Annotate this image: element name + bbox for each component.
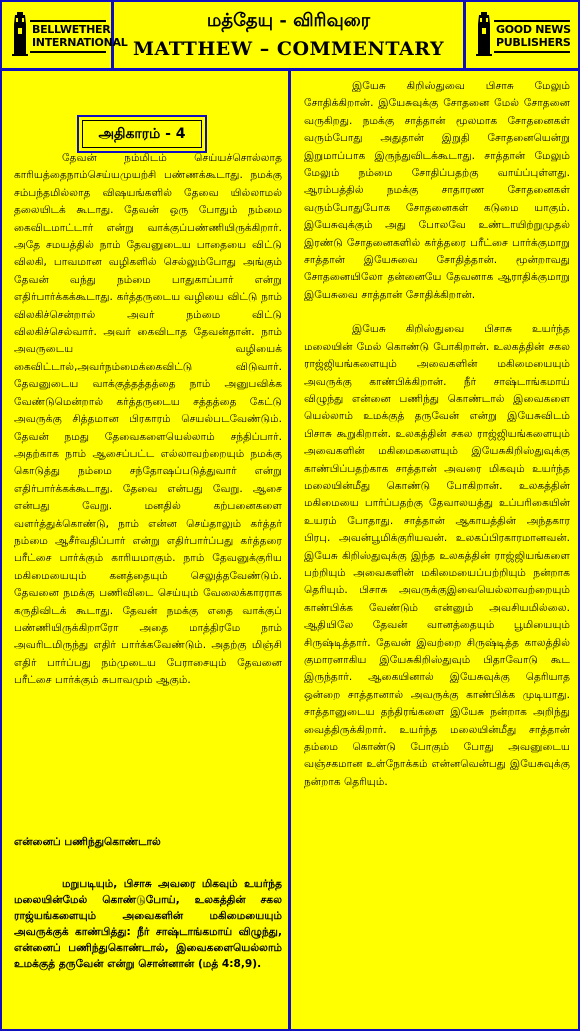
scripture-quote-text: மறுபடியும், பிசாசு அவரை மிகவும் உயர்ந்த மலையின்மேல் கொண்டுபோய், உலகத்தின் சகல ராஜ்யங்களையும் அவைகளின் மகிமையையும் அவருக்குக் காண்பித்து: நீர் சாஷ்டாங்கமாய் விழுந்து, என்னைப் பணிந்துகொண்டால், இவைகளையெல்லாம் உமக்குத் தருவேன் என்று சொன்னான் (மத் 4:8,9).: [14, 878, 282, 970]
header-title-box: [114, 2, 466, 68]
logo-rule: [494, 20, 570, 22]
good-news-logo: [474, 12, 574, 58]
section-subheading: என்னைப் பணிந்துகொண்டால்: [14, 836, 161, 848]
logo-rule: [30, 20, 106, 22]
logo-word-1: BELLWETHER: [32, 23, 111, 36]
tower-icon: [474, 12, 494, 56]
logo-word-1: GOOD NEWS: [496, 23, 571, 36]
right-paragraph-2: இயேசு கிறிஸ்துவை பிசாசு உயர்ந்த மலையின் மேல் கொண்டு போகிறான். உலகத்தின் சகல ராஜ்ஜியங்களையும் அவைகளின் மகிமையையும் அவருக்கு காண்பிக்கிறான். நீர் சாஷ்டாங்கமாய் விழுந்து என்னை பணிந்து கொண்டால் இவைகளை யெல்லாம் உமக்குத் தருவேன் என்று இயேசுவிடம் பிசாசு கூறுகிறான். உலகத்தின் சகல ராஜ்ஜியங்களையும் அவைகளின் மகிமைகளையும் இயேசுகிறிஸ்துவுக்கு காண்பிப்பதற்காக சாத்தான் அவரை மிகவும் உயர்ந்த மலையின்மீது கொண்டு போகிறான். உலகத்தின் மகிமையை பார்ப்பதற்கு தேவாலயத்து உப்பரிகையின் உயரம் போதாது. சாத்தான் ஆகாயத்தின் அந்தகார பிரபு. அவன்பூமிக்குரியவன். உலகப்பிரகாரமானவன். இயேசு கிறிஸ்துவுக்கு இந்த உலகத்தின் ராஜ்ஜியங்களை பற்றியும் அவைகளின் மகிமையைப்பற்றியும் நன்றாக தெரியும். பிசாசு அவருக்குஇவையெல்லாவற்றையும் காண்பிக்க வேண்டும் என்னும் அவசியமில்லை. ஆதியிலே தேவன் வானத்தையும் பூமியையும் சிருஷ்டித்தார். தேவன் இவற்றை சிருஷ்டித்த காலத்தில் குமாரனாகிய இயேசுகிறிஸ்துவும் பிதாவோடு கூட இருந்தார். ஆகையினால் இயேசுவுக்கு தெரியாத ஒன்றை சாத்தானால் அவருக்கு காண்பிக்க முடியாது. சாத்தானுடைய தந்திரங்களை இயேசு நன்றாக அறிந்து வைத்திருக்கிறார். உயர்ந்த மலையின்மீது சாத்தான் தம்மை கொண்டு போகும் போது அவனுடைய வஞ்சகமான உள்நோக்கம் என்னவென்பது இயேசுவுக்கு நன்றாக தெரியும்.: [304, 323, 570, 788]
logo-word-2: INTERNATIONAL: [32, 36, 128, 49]
good-news-logo-box: [466, 2, 578, 68]
scripture-quote: [14, 876, 282, 972]
column-divider: [288, 70, 291, 1029]
logo-word-2: PUBLISHERS: [496, 36, 571, 49]
logo-rule: [494, 51, 570, 53]
bellwether-logo-box: [2, 2, 128, 68]
right-paragraph-1: இயேசு கிறிஸ்துவை பிசாசு மேலும் சோதிக்கிறான். இயேசுவுக்கு சோதனை மேல் சோதனை வருகிறது. நமக்கு சாத்தான் மூலமாக சோதனைகள் வரும்போது அதுதான் இறுதி சோதனையென்று இறுமாப்பாக இருந்துவிடக்கூடாது. சாத்தான் மேலும் மேலும் நம்மை சோதிப்பதற்கு வாய்ப்புள்ளது. ஆரம்பத்தில் நமக்கு சாதாரண சோதனைகள் வரும்போதுபோக சோதனைகள் கடுமை யாகும். இயேசுவுக்கும் அது போலவே உண்டாயிற்றுமுதல் இரண்டு சோதனைகளில் கர்த்தரை பரீட்சை பார்க்குமாறு சாத்தான் இயேசுவை சோதித்தான். மூன்றாவது சோதனையிலோ தன்னையே தேவனாக ஆராதிக்குமாறு இயேசுவை சாத்தான் சோதிக்கிறான்.: [304, 80, 570, 301]
title-tamil: மத்தேயு - விரிவுரை: [206, 10, 371, 31]
right-column: [304, 78, 570, 791]
page-header: [2, 2, 578, 71]
chapter-label: அதிகாரம் - 4: [82, 120, 202, 148]
left-paragraph: தேவன் நம்மிடம் செய்யச்சொல்லாத காரியத்தைநாம்செய்யமுயற்சி பண்ணக்கூடாது. நமக்கு சம்பந்தமில்லாத விஷயங்களில் தேவை யில்லாமல் தலையிடக் கூடாது. தேவன் ஒரு போதும் நம்மை கைவிடமாட்டார் என்று வாக்குப்பண்ணியிருக்கிறார். அதே சமயத்தில் நாம் தேவனுடைய பாதையை விட்டு விலகி, பாவமான வழிகளில் செல்லும்போது அங்கும் தேவன் வந்து நம்மை பாதுகாப்பார் என்று எதிர்பார்க்கக்கூடாது. கர்த்தருடைய வழியை விட்டு நாம் விலகிச்சென்றால் அவர் நம்மை விட்டு விலகிச்செல்வார். அவர் கைவிடாத தேவன்தான். நாம் அவருடைய வழியைக் கைவிட்டால்,அவர்நம்மைக்கைவிட்டு விடுவார். தேவனுடைய வாக்குத்தத்தத்தை நாம் அனுபவிக்க வேண்டுமென்றால் கர்த்தருடைய சத்தத்தை கேட்டு அவருக்கு சித்தமான பிரகாரம் செயல்படவேண்டும். தேவன் நமது தேவைகளையெல்லாம் சந்திப்பார். அதற்காக நாம் ஆசைப்பட்ட எல்லாவற்றையும் நமக்கு கொடுத்து நம்மை சந்தோஷப்படுத்துவார் என்று எதிர்பார்க்கக்கூடாது. தேவை என்பது வேறு. ஆசை என்பது வேறு. மனதில் கற்பனைகளை வளர்த்துக்கொண்டு, நாம் என்ன செய்தாலும் கர்த்தர் நம்மை ஆசீர்வதிப்பார் என்று எதிர்பார்ப்பது கர்த்தரை பரீட்சை பார்க்கும் காரியமாகும். நாம் தேவனுக்குரிய மகிமையையும் கனத்தையும் செலுத்தவேண்டும். தேவனை நமக்கு பணிவிடை செய்யும் வேலைக்காரராக கருதிவிடக் கூடாது. தேவன் நமக்கு எதை வாக்குப் பண்ணியிருக்கிறாரோ அதை மாத்திரமே நாம் அவரிடமிருந்து எதிர் பார்க்கவேண்டும். அதற்கு மிஞ்சி எதிர் பார்ப்பது நம்முடைய பேராசையும் தேவனை பரீட்சை பார்க்கும் சுபாவமும் ஆகும்.: [14, 152, 282, 687]
tower-icon: [10, 12, 30, 56]
chapter-label-box: [77, 115, 207, 153]
logo-rule: [30, 51, 106, 53]
left-column: [14, 150, 282, 690]
bellwether-logo: [10, 12, 128, 58]
title-english: MATTHEW – COMMENTARY: [132, 38, 445, 60]
